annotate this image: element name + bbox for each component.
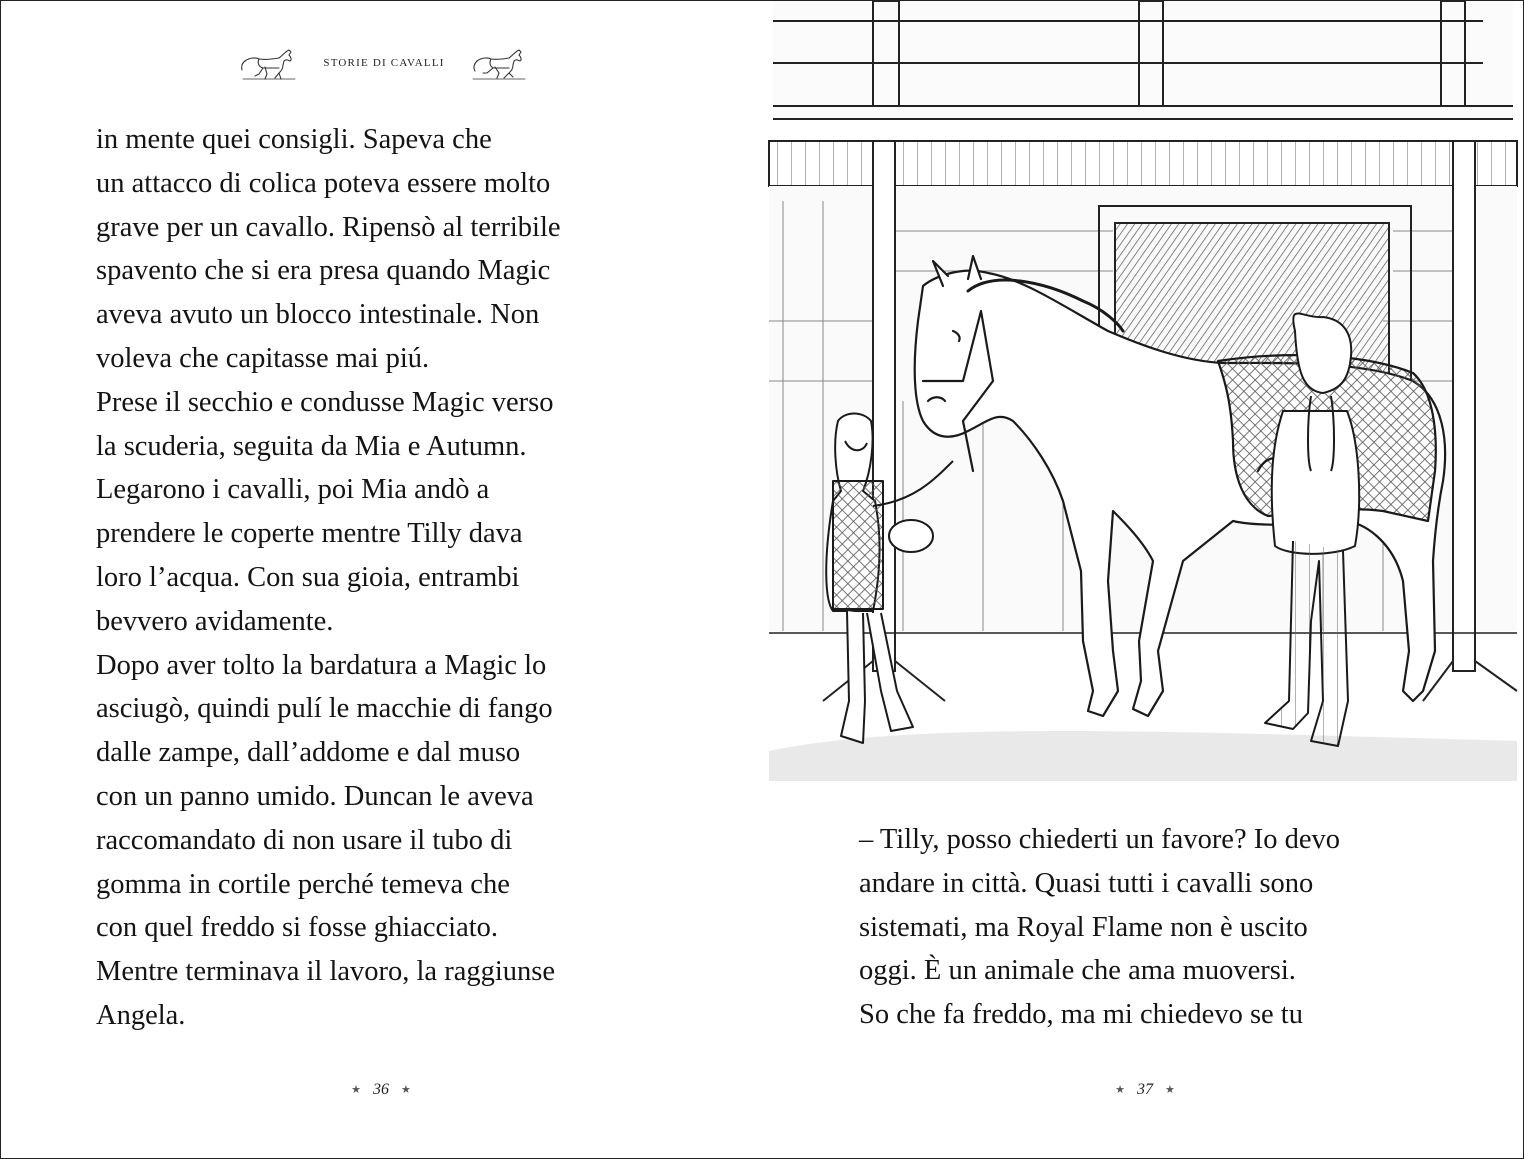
text-line: Mentre terminava il lavoro, la raggiunse <box>96 956 556 988</box>
text-line: in mente quei consigli. Sapeva che <box>96 124 492 155</box>
text-line: So che fa freddo, ma mi chiedevo se tu <box>859 999 1303 1031</box>
text-line: grave per un cavallo. Ripensò al terribile <box>96 211 561 243</box>
running-head <box>239 41 529 85</box>
text-line: Legarono i cavalli, poi Mia andò a <box>96 474 490 506</box>
text-line: spavento che si era presa quando Magic <box>96 255 551 287</box>
text-line: gomma in cortile perché temeva che <box>96 868 510 900</box>
text-line: con quel freddo si fosse ghiacciato. <box>96 912 499 944</box>
horse-icon <box>239 43 299 83</box>
text-line: voleva che capitasse mai piú. <box>96 342 430 374</box>
text-line: dalle zampe, dall’addome e dal muso <box>96 737 521 769</box>
text-line: – Tilly, posso chiederti un favore? Io devo <box>859 824 1340 855</box>
star-icon: ★ <box>401 1084 411 1096</box>
right-page <box>763 1 1523 1158</box>
star-icon: ★ <box>1115 1084 1125 1096</box>
text-line: sistemati, ma Royal Flame non è uscito <box>859 911 1308 943</box>
page-number-value: 36 <box>373 1081 389 1098</box>
text-line: prendere le coperte mentre Tilly dava <box>96 518 523 550</box>
text-line: andare in città. Quasi tutti i cavalli sono <box>859 867 1314 899</box>
horse-icon <box>469 43 529 83</box>
star-icon: ★ <box>351 1084 361 1096</box>
running-head-title: STORIE DI CAVALLI <box>323 57 445 69</box>
text-line: bevvero avidamente. <box>96 605 334 637</box>
left-page-text <box>96 118 561 1038</box>
text-line: aveva avuto un blocco intestinale. Non <box>96 299 540 331</box>
text-line: raccomandato di non usare il tubo di <box>96 824 513 856</box>
page-number-value: 37 <box>1137 1081 1153 1098</box>
page-number <box>1085 1081 1205 1099</box>
right-page-text <box>859 818 1340 1037</box>
text-line: loro l’acqua. Con sua gioia, entrambi <box>96 561 520 593</box>
text-line: la scuderia, seguita da Mia e Autumn. <box>96 430 527 462</box>
text-line: con un panno umido. Duncan le aveva <box>96 780 534 812</box>
text-line: un attacco di colica poteva essere molto <box>96 167 551 199</box>
left-page <box>1 1 763 1158</box>
text-line: Angela. <box>96 999 186 1031</box>
text-line: Dopo aver tolto la bardatura a Magic lo <box>96 649 547 681</box>
stable-illustration <box>763 1 1523 781</box>
text-line: asciugò, quindi pulí le macchie di fango <box>96 693 553 725</box>
star-icon: ★ <box>1165 1084 1175 1096</box>
page-number <box>321 1081 441 1099</box>
text-line: oggi. È un animale che ama muoversi. <box>859 955 1296 987</box>
text-line: Prese il secchio e condusse Magic verso <box>96 386 554 418</box>
